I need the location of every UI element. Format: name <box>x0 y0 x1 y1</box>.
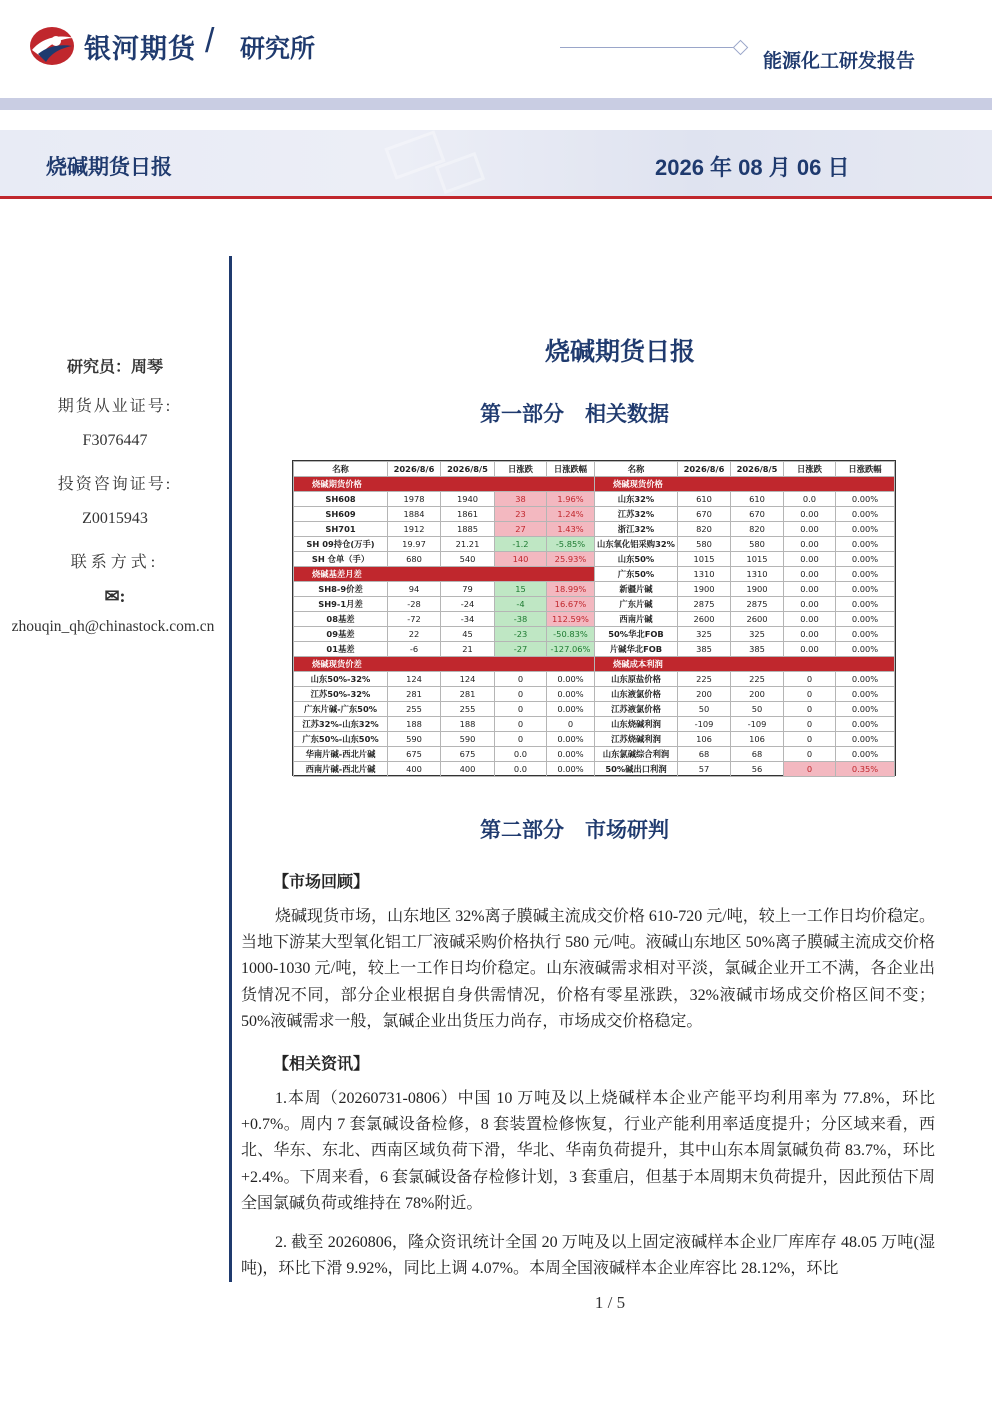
table-row <box>294 537 595 552</box>
table-cell: 124 <box>441 672 495 687</box>
table-row <box>595 612 895 627</box>
report-name: 烧碱期货日报 <box>46 156 172 179</box>
table-cell: 0.00% <box>836 732 895 747</box>
table-cell: 0.35% <box>836 762 895 777</box>
table-cell: 200 <box>678 687 731 702</box>
table-cell: 94 <box>388 582 441 597</box>
column-header: 名称 <box>294 462 388 477</box>
news-item-1: 1.本周（20260731-0806）中国 10 万吨及以上烧碱样本企业产能平均利用率为 77.8%，环比+0.7%。周内 7 套氯碱设备检修，8 套装置检修恢复，行业产能利用率适度提升；分区域来看，西北、华东、东北、西南区域负荷下滑，华北、华南负荷提升，其中山东本周氯碱负荷 83.7%，环比+2.4%。下周来看，6 套氯碱设备存检修计划，3 套重启，但基于本周期末负荷提升，因此预估下周全国氯碱负荷或维持在 78%附近。 <box>241 1090 935 1212</box>
table-row <box>294 612 595 627</box>
table-cell: 590 <box>441 732 495 747</box>
table-cell: 400 <box>388 762 441 777</box>
diamond-icon <box>733 40 749 56</box>
table-cell: -109 <box>678 717 731 732</box>
table-cell: 124 <box>388 672 441 687</box>
row-label: 广东片碱 <box>595 597 678 612</box>
page-header <box>0 0 992 98</box>
table-cell: 21 <box>441 642 495 657</box>
table-cell: 1015 <box>731 552 784 567</box>
table-row <box>294 747 595 762</box>
table-cell: 820 <box>678 522 731 537</box>
section-row <box>294 477 595 492</box>
table-row <box>595 567 895 582</box>
table-cell: 540 <box>441 552 495 567</box>
researcher-name: 研究员：周琴 <box>66 357 163 376</box>
table-cell: 0.00% <box>836 747 895 762</box>
table-row <box>595 597 895 612</box>
table-cell: 38 <box>495 492 547 507</box>
table-cell: 0.00 <box>784 582 836 597</box>
table-cell: 0.00% <box>836 717 895 732</box>
brand-separator: / <box>205 22 215 60</box>
section-label: 烧碱成本利润 <box>595 657 895 672</box>
table-cell: 0 <box>547 717 595 732</box>
column-header: 日涨跌幅 <box>547 462 595 477</box>
row-label: 01基差 <box>294 642 388 657</box>
table-cell: 0 <box>784 672 836 687</box>
market-review-text: 烧碱现货市场，山东地区 32%离子膜碱主流成交价格 610-720 元/吨，较上一工作日均价稳定。当地下游某大型氧化铝工厂液碱采购价格执行 580 元/吨。液碱山东地区 50%离子膜碱主流成交价格 1000-1030 元/吨，较上一工作日均价稳定。山东液碱需求相对平淡，氯碱企业开工不满，各企业出货情况不同，部分企业根据自身供需情况，价格有零星涨跌，32%液碱市场成交价格区间不变；50%液碱需求一般，氯碱企业出货压力尚存，市场成交价格稳定。 <box>241 908 935 1030</box>
table-cell: 0.00% <box>836 642 895 657</box>
section-label: 烧碱现货价差 <box>294 657 595 672</box>
table-cell: -34 <box>441 612 495 627</box>
table-cell: 0.00% <box>836 612 895 627</box>
table-cell: 670 <box>678 507 731 522</box>
row-label: SH701 <box>294 522 388 537</box>
table-cell: 590 <box>388 732 441 747</box>
table-row <box>595 747 895 762</box>
table-row <box>294 732 595 747</box>
row-label: 华南片碱-西北片碱 <box>294 747 388 762</box>
table-row <box>294 627 595 642</box>
table-cell: 27 <box>495 522 547 537</box>
table-cell: 820 <box>731 522 784 537</box>
row-label: SH608 <box>294 492 388 507</box>
table-cell: 23 <box>495 507 547 522</box>
table-header-row <box>595 462 895 477</box>
table-cell: 0.00 <box>784 627 836 642</box>
row-label: 广东50% <box>595 567 678 582</box>
table-cell: 580 <box>731 537 784 552</box>
table-cell: -72 <box>388 612 441 627</box>
page-number <box>0 1293 992 1313</box>
data-table <box>292 460 896 776</box>
table-cell: 670 <box>731 507 784 522</box>
section-row <box>595 657 895 672</box>
section-label: 烧碱基差月差 <box>294 567 595 582</box>
table-cell: 68 <box>731 747 784 762</box>
brand-name: 银河期货 <box>84 34 196 64</box>
row-label: SH8-9价差 <box>294 582 388 597</box>
table-row <box>595 552 895 567</box>
row-label: 09基差 <box>294 627 388 642</box>
table-cell: 675 <box>441 747 495 762</box>
table-cell: 57 <box>678 762 731 777</box>
column-header: 2026/8/6 <box>388 462 441 477</box>
table-cell: 0 <box>784 702 836 717</box>
table-cell: 0 <box>495 732 547 747</box>
part1-heading: 第一部分 相关数据 <box>480 402 669 426</box>
table-cell: 0.00 <box>784 537 836 552</box>
market-review-heading: 【市场回顾】 <box>273 872 370 891</box>
table-cell: 255 <box>388 702 441 717</box>
table-cell: 610 <box>678 492 731 507</box>
table-row <box>595 672 895 687</box>
section-row <box>294 657 595 672</box>
table-cell: 0 <box>784 687 836 702</box>
table-cell: 225 <box>731 672 784 687</box>
table-cell: 580 <box>678 537 731 552</box>
section-label: 烧碱现货价格 <box>595 477 895 492</box>
table-cell: 0.0 <box>495 747 547 762</box>
row-label: 江苏50%-32% <box>294 687 388 702</box>
row-label: 山东氧化铝采购32% <box>595 537 678 552</box>
header-rule <box>0 196 992 199</box>
table-row <box>595 717 895 732</box>
row-label: SH 仓单（手） <box>294 552 388 567</box>
row-label: 江苏液氯价格 <box>595 702 678 717</box>
email-link[interactable]: zhouqin_qh@chinastock.com.cn <box>11 618 215 635</box>
row-label: 江苏烧碱利润 <box>595 732 678 747</box>
table-cell: 18.99% <box>547 582 595 597</box>
table-cell: 255 <box>441 702 495 717</box>
table-row <box>294 702 595 717</box>
table-cell: 0.00% <box>836 552 895 567</box>
table-cell: 225 <box>678 672 731 687</box>
table-row <box>294 492 595 507</box>
table-row <box>595 702 895 717</box>
row-label: 50%碱出口利润 <box>595 762 678 777</box>
table-cell: 1912 <box>388 522 441 537</box>
left-table <box>293 461 595 777</box>
table-cell: 385 <box>678 642 731 657</box>
table-cell: 50 <box>678 702 731 717</box>
table-row <box>595 492 895 507</box>
table-cell: 0 <box>495 702 547 717</box>
table-left-half <box>293 461 595 777</box>
table-cell: 19.97 <box>388 537 441 552</box>
table-cell: 1.96% <box>547 492 595 507</box>
table-row <box>595 762 895 777</box>
table-cell: 0 <box>495 717 547 732</box>
header-decor-line <box>560 47 736 48</box>
news-item-2: 2. 截至 20260806，隆众资讯统计全国 20 万吨及以上固定液碱样本企业厂库库存 48.05 万吨(湿吨)，环比下滑 9.92%，同比上调 4.07%。本周全国液碱样本企业库容比 28.12%，环比 <box>241 1234 935 1278</box>
table-cell: -27 <box>495 642 547 657</box>
table-cell: 106 <box>731 732 784 747</box>
table-cell: 0.00 <box>784 552 836 567</box>
report-type: 能源化工研发报告 <box>763 51 916 72</box>
table-cell: 188 <box>441 717 495 732</box>
table-cell: 0 <box>784 747 836 762</box>
table-row <box>294 597 595 612</box>
table-cell: 1900 <box>678 582 731 597</box>
table-right-half <box>594 461 895 777</box>
table-cell: -6 <box>388 642 441 657</box>
contact-label: 联系方式: <box>70 554 160 571</box>
table-cell: 1015 <box>678 552 731 567</box>
page-number-text: 1 / 5 <box>594 1293 626 1312</box>
table-cell: 50 <box>731 702 784 717</box>
table-header-row <box>294 462 595 477</box>
table-cell: 0.00% <box>547 687 595 702</box>
table-cell: 0.00% <box>836 702 895 717</box>
table-cell: 106 <box>678 732 731 747</box>
table-cell: 0.00% <box>547 702 595 717</box>
related-news-heading: 【相关资讯】 <box>273 1054 370 1073</box>
table-row <box>595 732 895 747</box>
table-cell: 675 <box>388 747 441 762</box>
table-cell: -28 <box>388 597 441 612</box>
section-label: 烧碱期货价格 <box>294 477 595 492</box>
table-cell: 188 <box>388 717 441 732</box>
table-cell: 25.93% <box>547 552 595 567</box>
table-row <box>595 507 895 522</box>
row-label: 西南片碱-西北片碱 <box>294 762 388 777</box>
table-cell: 1978 <box>388 492 441 507</box>
row-label: SH 09持仓(万手) <box>294 537 388 552</box>
table-row <box>294 672 595 687</box>
table-cell: -1.2 <box>495 537 547 552</box>
table-row <box>595 642 895 657</box>
table-cell: 0.0 <box>784 492 836 507</box>
row-label: 山东50% <box>595 552 678 567</box>
table-cell: 0.00% <box>547 762 595 777</box>
table-cell: -23 <box>495 627 547 642</box>
table-cell: 0.00 <box>784 507 836 522</box>
table-row <box>294 687 595 702</box>
table-cell: 56 <box>731 762 784 777</box>
table-cell: -24 <box>441 597 495 612</box>
table-cell: 325 <box>678 627 731 642</box>
table-cell: 0.00% <box>836 627 895 642</box>
row-label: 山东氯碱综合利润 <box>595 747 678 762</box>
table-row <box>294 552 595 567</box>
column-header: 2026/8/6 <box>678 462 731 477</box>
table-row <box>294 642 595 657</box>
table-cell: 1.43% <box>547 522 595 537</box>
table-cell: 2875 <box>678 597 731 612</box>
table-cell: 400 <box>441 762 495 777</box>
table-row <box>294 762 595 777</box>
table-cell: 1.24% <box>547 507 595 522</box>
table-cell: 325 <box>731 627 784 642</box>
table-cell: 2600 <box>678 612 731 627</box>
table-cell: 0.0 <box>495 762 547 777</box>
row-label: 山东32% <box>595 492 678 507</box>
license-label: 期货从业证号: <box>57 398 173 415</box>
table-cell: 0.00% <box>836 537 895 552</box>
table-cell: 1310 <box>731 567 784 582</box>
table-row <box>595 627 895 642</box>
band-decor-icon <box>330 130 530 197</box>
table-cell: 1310 <box>678 567 731 582</box>
right-table <box>594 461 895 777</box>
galaxy-logo-icon <box>28 24 76 68</box>
table-cell: 0.00% <box>836 507 895 522</box>
table-cell: 0.00% <box>836 597 895 612</box>
table-row <box>294 582 595 597</box>
table-cell: 0.00% <box>836 567 895 582</box>
row-label: 西南片碱 <box>595 612 678 627</box>
table-cell: 2875 <box>731 597 784 612</box>
table-cell: 0.00% <box>547 747 595 762</box>
table-row <box>294 717 595 732</box>
column-header: 日涨跌幅 <box>836 462 895 477</box>
table-cell: 45 <box>441 627 495 642</box>
table-cell: 0.00% <box>836 492 895 507</box>
table-cell: 15 <box>495 582 547 597</box>
column-header: 日涨跌 <box>784 462 836 477</box>
row-label: 山东原盐价格 <box>595 672 678 687</box>
table-cell: 0.00% <box>836 687 895 702</box>
row-label: SH9-1月差 <box>294 597 388 612</box>
table-cell: 2600 <box>731 612 784 627</box>
table-cell: 0.00% <box>836 582 895 597</box>
table-cell: 281 <box>441 687 495 702</box>
table-cell: 16.67% <box>547 597 595 612</box>
table-cell: 281 <box>388 687 441 702</box>
section-row <box>294 567 595 582</box>
row-label: 片碱华北FOB <box>595 642 678 657</box>
table-cell: 0.00 <box>784 597 836 612</box>
license-number: F3076447 <box>82 432 148 449</box>
table-cell: 0.00% <box>547 672 595 687</box>
column-header: 日涨跌 <box>495 462 547 477</box>
table-cell: 1884 <box>388 507 441 522</box>
part2-heading: 第二部分 市场研判 <box>480 818 669 842</box>
table-cell: -4 <box>495 597 547 612</box>
document-title: 烧碱期货日报 <box>545 337 696 366</box>
table-cell: 0.00 <box>784 567 836 582</box>
table-cell: 112.59% <box>547 612 595 627</box>
row-label: 广东50%-山东50% <box>294 732 388 747</box>
table-row <box>595 537 895 552</box>
table-cell: 0.00 <box>784 612 836 627</box>
column-header: 2026/8/5 <box>441 462 495 477</box>
table-cell: 1885 <box>441 522 495 537</box>
table-cell: 0 <box>784 717 836 732</box>
institute-name: 研究所 <box>240 35 316 63</box>
table-cell: 0 <box>784 762 836 777</box>
table-cell: 0.00 <box>784 642 836 657</box>
table-cell: 21.21 <box>441 537 495 552</box>
table-cell: 200 <box>731 687 784 702</box>
row-label: 浙江32% <box>595 522 678 537</box>
row-label: SH609 <box>294 507 388 522</box>
table-cell: -38 <box>495 612 547 627</box>
table-row <box>294 522 595 537</box>
table-row <box>595 522 895 537</box>
investment-license-label: 投资咨询证号: <box>57 476 173 493</box>
table-cell: 385 <box>731 642 784 657</box>
table-cell: 0.00% <box>836 522 895 537</box>
mail-icon: ✉: <box>104 586 126 606</box>
table-cell: -109 <box>731 717 784 732</box>
table-cell: 610 <box>731 492 784 507</box>
table-cell: 0 <box>784 732 836 747</box>
row-label: 山东烧碱利润 <box>595 717 678 732</box>
table-cell: 22 <box>388 627 441 642</box>
table-cell: -127.06% <box>547 642 595 657</box>
table-cell: 79 <box>441 582 495 597</box>
table-row <box>294 507 595 522</box>
table-cell: 0.00 <box>784 522 836 537</box>
section-row <box>595 477 895 492</box>
table-row <box>595 582 895 597</box>
table-cell: 140 <box>495 552 547 567</box>
table-cell: 1940 <box>441 492 495 507</box>
row-label: 江苏32% <box>595 507 678 522</box>
table-cell: 0 <box>495 672 547 687</box>
row-label: 50%华北FOB <box>595 627 678 642</box>
table-cell: 0 <box>495 687 547 702</box>
table-cell: 0.00% <box>836 672 895 687</box>
table-cell: 68 <box>678 747 731 762</box>
column-header: 名称 <box>595 462 678 477</box>
row-label: 08基差 <box>294 612 388 627</box>
row-label: 山东50%-32% <box>294 672 388 687</box>
column-header: 2026/8/5 <box>731 462 784 477</box>
table-cell: -5.85% <box>547 537 595 552</box>
row-label: 新疆片碱 <box>595 582 678 597</box>
report-date: 2026 年 08 月 06 日 <box>655 155 850 180</box>
investment-license-number: Z0015943 <box>82 510 148 527</box>
row-label: 江苏32%-山东32% <box>294 717 388 732</box>
table-cell: 1861 <box>441 507 495 522</box>
table-cell: 680 <box>388 552 441 567</box>
table-cell: 0.00% <box>547 732 595 747</box>
row-label: 山东液氯价格 <box>595 687 678 702</box>
table-cell: 1900 <box>731 582 784 597</box>
table-cell: -50.83% <box>547 627 595 642</box>
table-row <box>595 687 895 702</box>
header-band <box>0 98 992 110</box>
row-label: 广东片碱-广东50% <box>294 702 388 717</box>
